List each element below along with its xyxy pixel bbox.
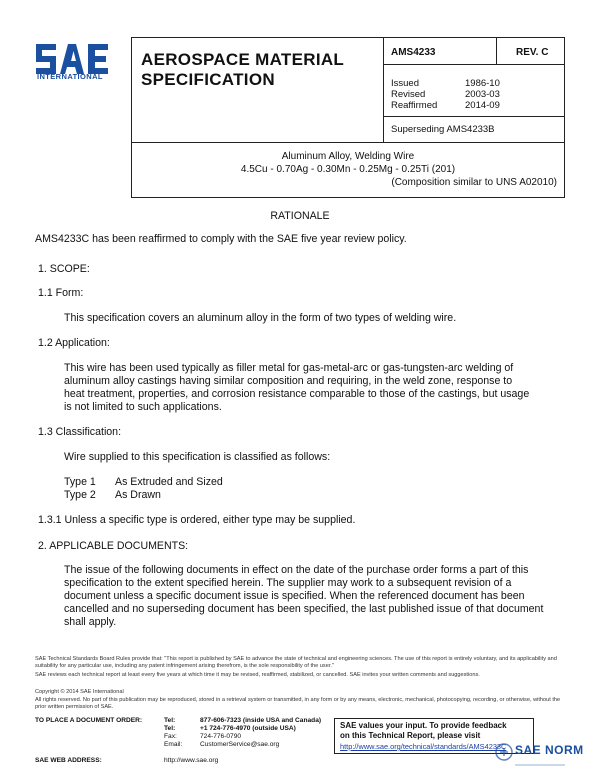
section-1-1-heading: 1.1 Form: <box>38 287 84 299</box>
type-desc: As Extruded and Sized <box>115 476 223 488</box>
watermark-text: SAE NORM <box>515 743 584 757</box>
section-1-1-text: This specification covers an aluminum alloy in the form of two types of welding wire. <box>64 312 457 324</box>
feedback-text: SAE values your input. To provide feedback <box>340 721 507 730</box>
date-value: 2003-03 <box>465 89 500 100</box>
contact-value: 724-776-0790 <box>200 733 242 740</box>
doc-type-title: SPECIFICATION <box>141 70 275 89</box>
contact-email-link[interactable]: CustomerService@sae.org <box>200 741 280 748</box>
contact-value: 877-606-7323 (inside USA and Canada) <box>200 717 322 724</box>
date-label: Issued <box>391 78 419 89</box>
web-address-link[interactable]: http://www.sae.org <box>164 757 219 764</box>
section-1-3-text: Wire supplied to this specification is classified as follows: <box>64 451 331 463</box>
date-value: 2014-09 <box>465 100 500 111</box>
feedback-url-link[interactable]: http://www.sae.org/technical/standards/AMS4233C <box>340 742 507 751</box>
header-divider <box>383 116 565 117</box>
contact-label: Fax: <box>164 733 177 740</box>
subject-composition: 4.5Cu - 0.70Ag - 0.30Mn - 0.25Mg - 0.25Ti (201) <box>240 164 456 175</box>
section-2-heading: 2. APPLICABLE DOCUMENTS: <box>38 540 189 552</box>
date-value: 1986-10 <box>465 78 500 89</box>
document-number: AMS4233 <box>391 47 436 58</box>
section-2-text: The issue of the following documents in effect on the date of the purchase order forms a part of this specification to the extent specified herein. The supplier may work to a subsequent revision of a document unless a specific document issue is specified. When the referenced document has been cancelled and no superseding document has been specified, the last published issue of that document shall apply. <box>64 564 544 628</box>
type-code: Type 1 <box>64 476 96 488</box>
logo-wordmark: INTERNATIONAL <box>37 72 103 81</box>
subject-uns: (Composition similar to UNS A02010) <box>391 177 557 188</box>
section-1-3-heading: 1.3 Classification: <box>38 426 122 438</box>
doc-type-title: AEROSPACE MATERIAL <box>141 50 345 69</box>
footer-copyright: Copyright © 2014 SAE International <box>35 689 124 695</box>
superseding-note: Superseding AMS4233B <box>391 124 495 135</box>
date-label: Revised <box>391 89 426 100</box>
section-1-3-1-text: 1.3.1 Unless a specific type is ordered, either type may be supplied. <box>38 514 356 526</box>
header-divider <box>383 64 565 65</box>
footer-review-text: SAE reviews each technical report at least every five years at which time it may be revised, reaffirmed, stabilized, or cancelled. SAE invites your written comments and suggestions. <box>35 672 480 678</box>
date-label: Reaffirmed <box>391 100 438 111</box>
contact-value: +1 724-776-4970 (outside USA) <box>200 725 296 732</box>
feedback-text: on this Technical Report, please visit <box>340 731 481 740</box>
section-1-heading: 1. SCOPE: <box>38 263 90 275</box>
contact-label: Tel: <box>164 717 176 724</box>
footer-rules-text: SAE Technical Standards Board Rules provide that: "This report is published by SAE to advance the state of technical and engineering sciences. The use of this report is entirely voluntary, and its applicability and suitability for any particular use, including any patent infringement arising therefrom, is the sole responsibility of the user." <box>35 656 557 669</box>
revision-label: REV. C <box>516 47 549 58</box>
order-label: TO PLACE A DOCUMENT ORDER: <box>35 717 143 724</box>
footer-rights-text: All rights reserved. No part of this publication may be reproduced, stored in a retrieval system or transmitted, in any form or by any means, electronic, mechanical, photocopying, recording, or otherwise, without the prior written permission of SAE. <box>35 697 561 710</box>
header-divider <box>383 37 384 143</box>
section-1-2-heading: 1.2 Application: <box>38 337 110 349</box>
rationale-heading: RATIONALE <box>270 210 330 222</box>
type-code: Type 2 <box>64 489 96 501</box>
contact-label: Email: <box>164 741 183 748</box>
section-1-2-text: This wire has been used typically as filler metal for gas-metal-arc or gas-tungsten-arc welding of aluminum alloy castings having similar composition and requiring, in the weld zone, response to heat treatment, properties, and corrosion resistance comparable to those of the castings, but usage is not limited to such applications. <box>64 362 530 413</box>
contact-label: Tel: <box>164 725 176 732</box>
subject-title: Aluminum Alloy, Welding Wire <box>281 151 415 162</box>
header-divider <box>496 37 497 64</box>
type-desc: As Drawn <box>115 489 161 501</box>
rationale-text: AMS4233C has been reaffirmed to comply with the SAE five year review policy. <box>35 233 407 245</box>
web-label: SAE WEB ADDRESS: <box>35 757 102 764</box>
